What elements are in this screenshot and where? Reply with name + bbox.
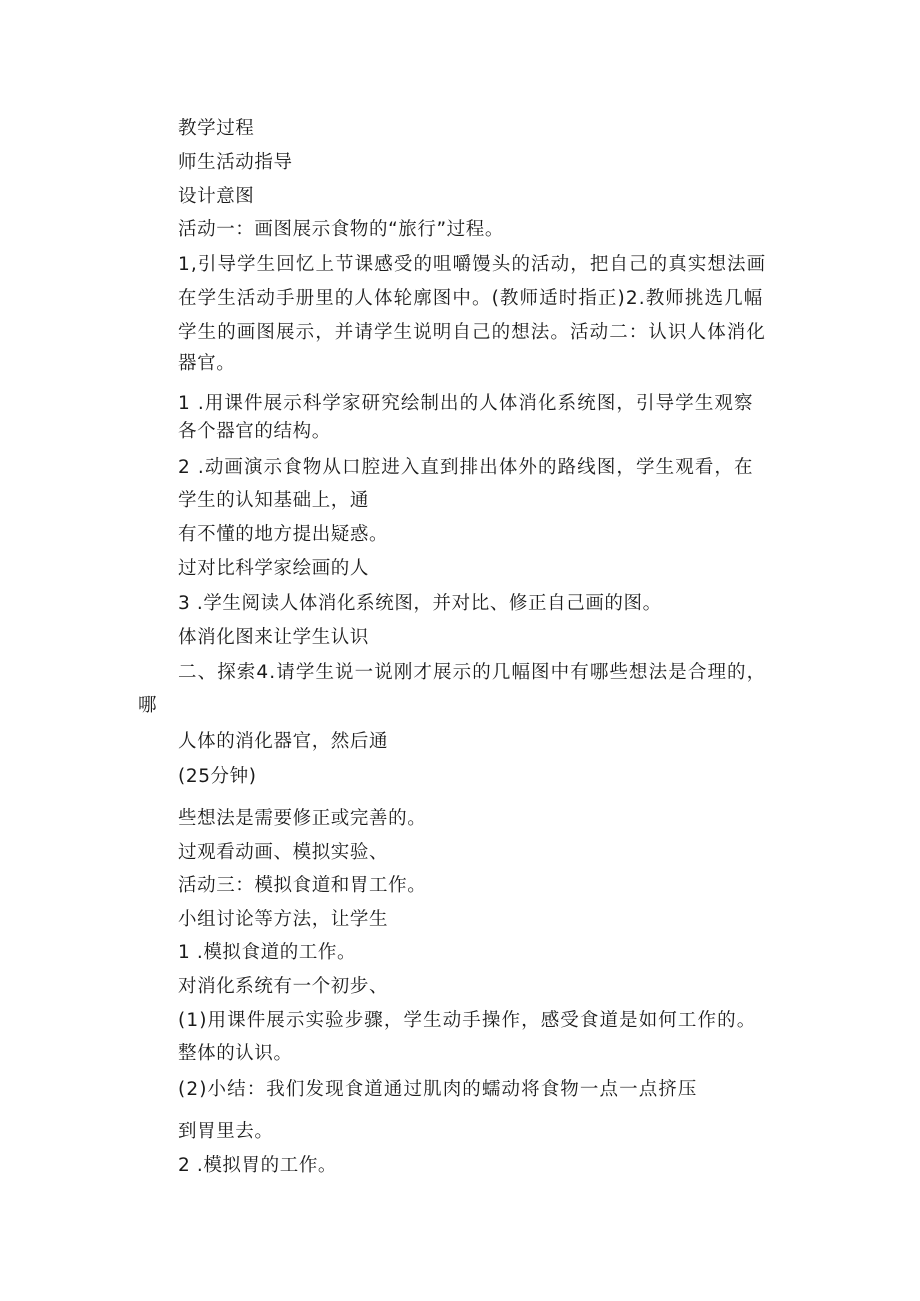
text-line: 1,引导学生回忆上节课感受的咀嚼馒头的活动，把自己的真实想法画 [178, 254, 767, 275]
text-line: 人体的消化器官，然后通 [178, 731, 389, 752]
text-line: 小组讨论等方法，让学生 [178, 909, 389, 930]
text-line: 哪 [138, 695, 158, 716]
text-line: 整体的认识。 [178, 1043, 293, 1064]
text-line: 1 .用课件展示科学家研究绘制出的人体消化系统图，引导学生观察 [178, 393, 754, 414]
text-line: 二、探索4.请学生说一说刚才展示的几幅图中有哪些想法是合理的， [178, 662, 767, 683]
text-line: 过观看动画、模拟实验、 [178, 842, 389, 863]
text-line: 对消化系统有一个初步、 [178, 976, 389, 997]
text-line: 2 .模拟胃的工作。 [178, 1155, 338, 1176]
text-line: 有不懂的地方提出疑惑。 [178, 524, 389, 545]
text-line: 到胃里去。 [178, 1121, 274, 1142]
text-line: 过对比科学家绘画的人 [178, 558, 370, 579]
activity-three-title: 活动三：模拟食道和胃工作。 [178, 875, 427, 896]
text-line: 器官。 [178, 353, 236, 374]
text-line: 各个器官的结构。 [178, 421, 331, 442]
duration-label: (25分钟) [178, 766, 257, 787]
heading-teaching-process: 教学过程 [178, 118, 255, 139]
text-line: (1)用课件展示实验步骤，学生动手操作，感受食道是如何工作的。 [178, 1010, 757, 1031]
activity-one-title: 活动一：画图展示食物的“旅行”过程。 [178, 219, 504, 240]
heading-activity-guidance: 师生活动指导 [178, 152, 293, 173]
text-line: 学生的认知基础上，通 [178, 490, 370, 511]
text-line: 些想法是需要修正或完善的。 [178, 808, 427, 829]
text-line: 1 .模拟食道的工作。 [178, 942, 357, 963]
text-line: 体消化图来让学生认识 [178, 627, 370, 648]
text-line: 在学生活动手册里的人体轮廓图中。(教师适时指正)2.教师挑选几幅 [178, 288, 764, 309]
text-line: (2)小结：我们发现食道通过肌肉的蠕动将食物一点一点挤压 [178, 1079, 698, 1100]
text-line: 2 .动画演示食物从口腔进入直到排出体外的路线图，学生观看，在 [178, 457, 754, 478]
text-line: 学生的画图展示，并请学生说明自己的想法。活动二：认识人体消化 [178, 322, 767, 343]
heading-design-intent: 设计意图 [178, 186, 255, 207]
text-line: 3 .学生阅读人体消化系统图，并对比、修正自己画的图。 [178, 593, 662, 614]
